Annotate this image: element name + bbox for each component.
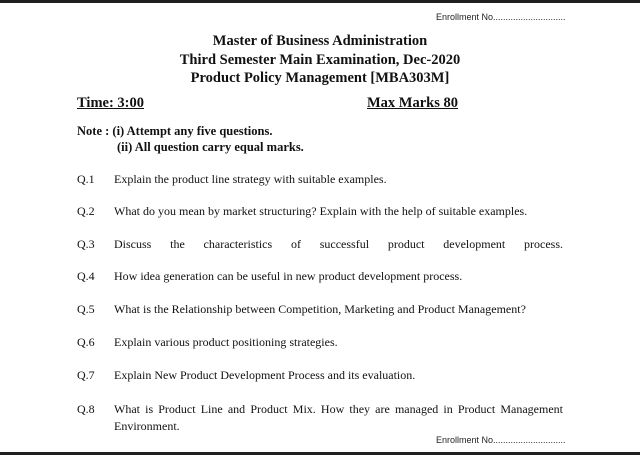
exam-title: Third Semester Main Examination, Dec-2020 [179,52,461,68]
question-text: Discuss the characteristics of successful product development process. [114,237,563,251]
question-text: What is Product Line and Product Mix. How they are managed in Product Management Environment. [114,402,563,433]
question-text: Explain various product positioning strategies. [114,335,338,349]
question-number: Q.5 [77,302,95,316]
enrollment-number-top: Enrollment No............................. [436,12,566,22]
program-title: Master of Business Administration [212,33,428,49]
question-number: Q.2 [77,204,95,218]
max-marks-label: Max Marks 80 [367,95,459,111]
question-text: What is the Relationship between Competition, Marketing and Product Management? [114,302,526,316]
question-number: Q.1 [77,172,95,186]
question-number: Q.4 [77,269,95,283]
question-text: Explain New Product Development Process and its evaluation. [114,368,416,382]
question-text: Explain the product line strategy with suitable examples. [114,172,387,186]
note-instruction-1: Note : (i) Attempt any five questions. [77,124,273,138]
top-border [0,0,640,3]
note-instruction-2: (ii) All question carry equal marks. [117,140,304,154]
question-number: Q.7 [77,368,95,382]
question-number: Q.6 [77,335,95,349]
question-number: Q.8 [77,402,95,416]
enrollment-number-bottom: Enrollment No............................. [436,435,566,445]
question-text: How idea generation can be useful in new product development process. [114,269,463,283]
question-number: Q.3 [77,237,95,251]
time-label: Time: 3:00 [77,95,144,111]
course-title: Product Policy Management [MBA303M] [190,70,450,86]
question-text: What do you mean by market structuring? Explain with the help of suitable examples. [114,204,528,218]
